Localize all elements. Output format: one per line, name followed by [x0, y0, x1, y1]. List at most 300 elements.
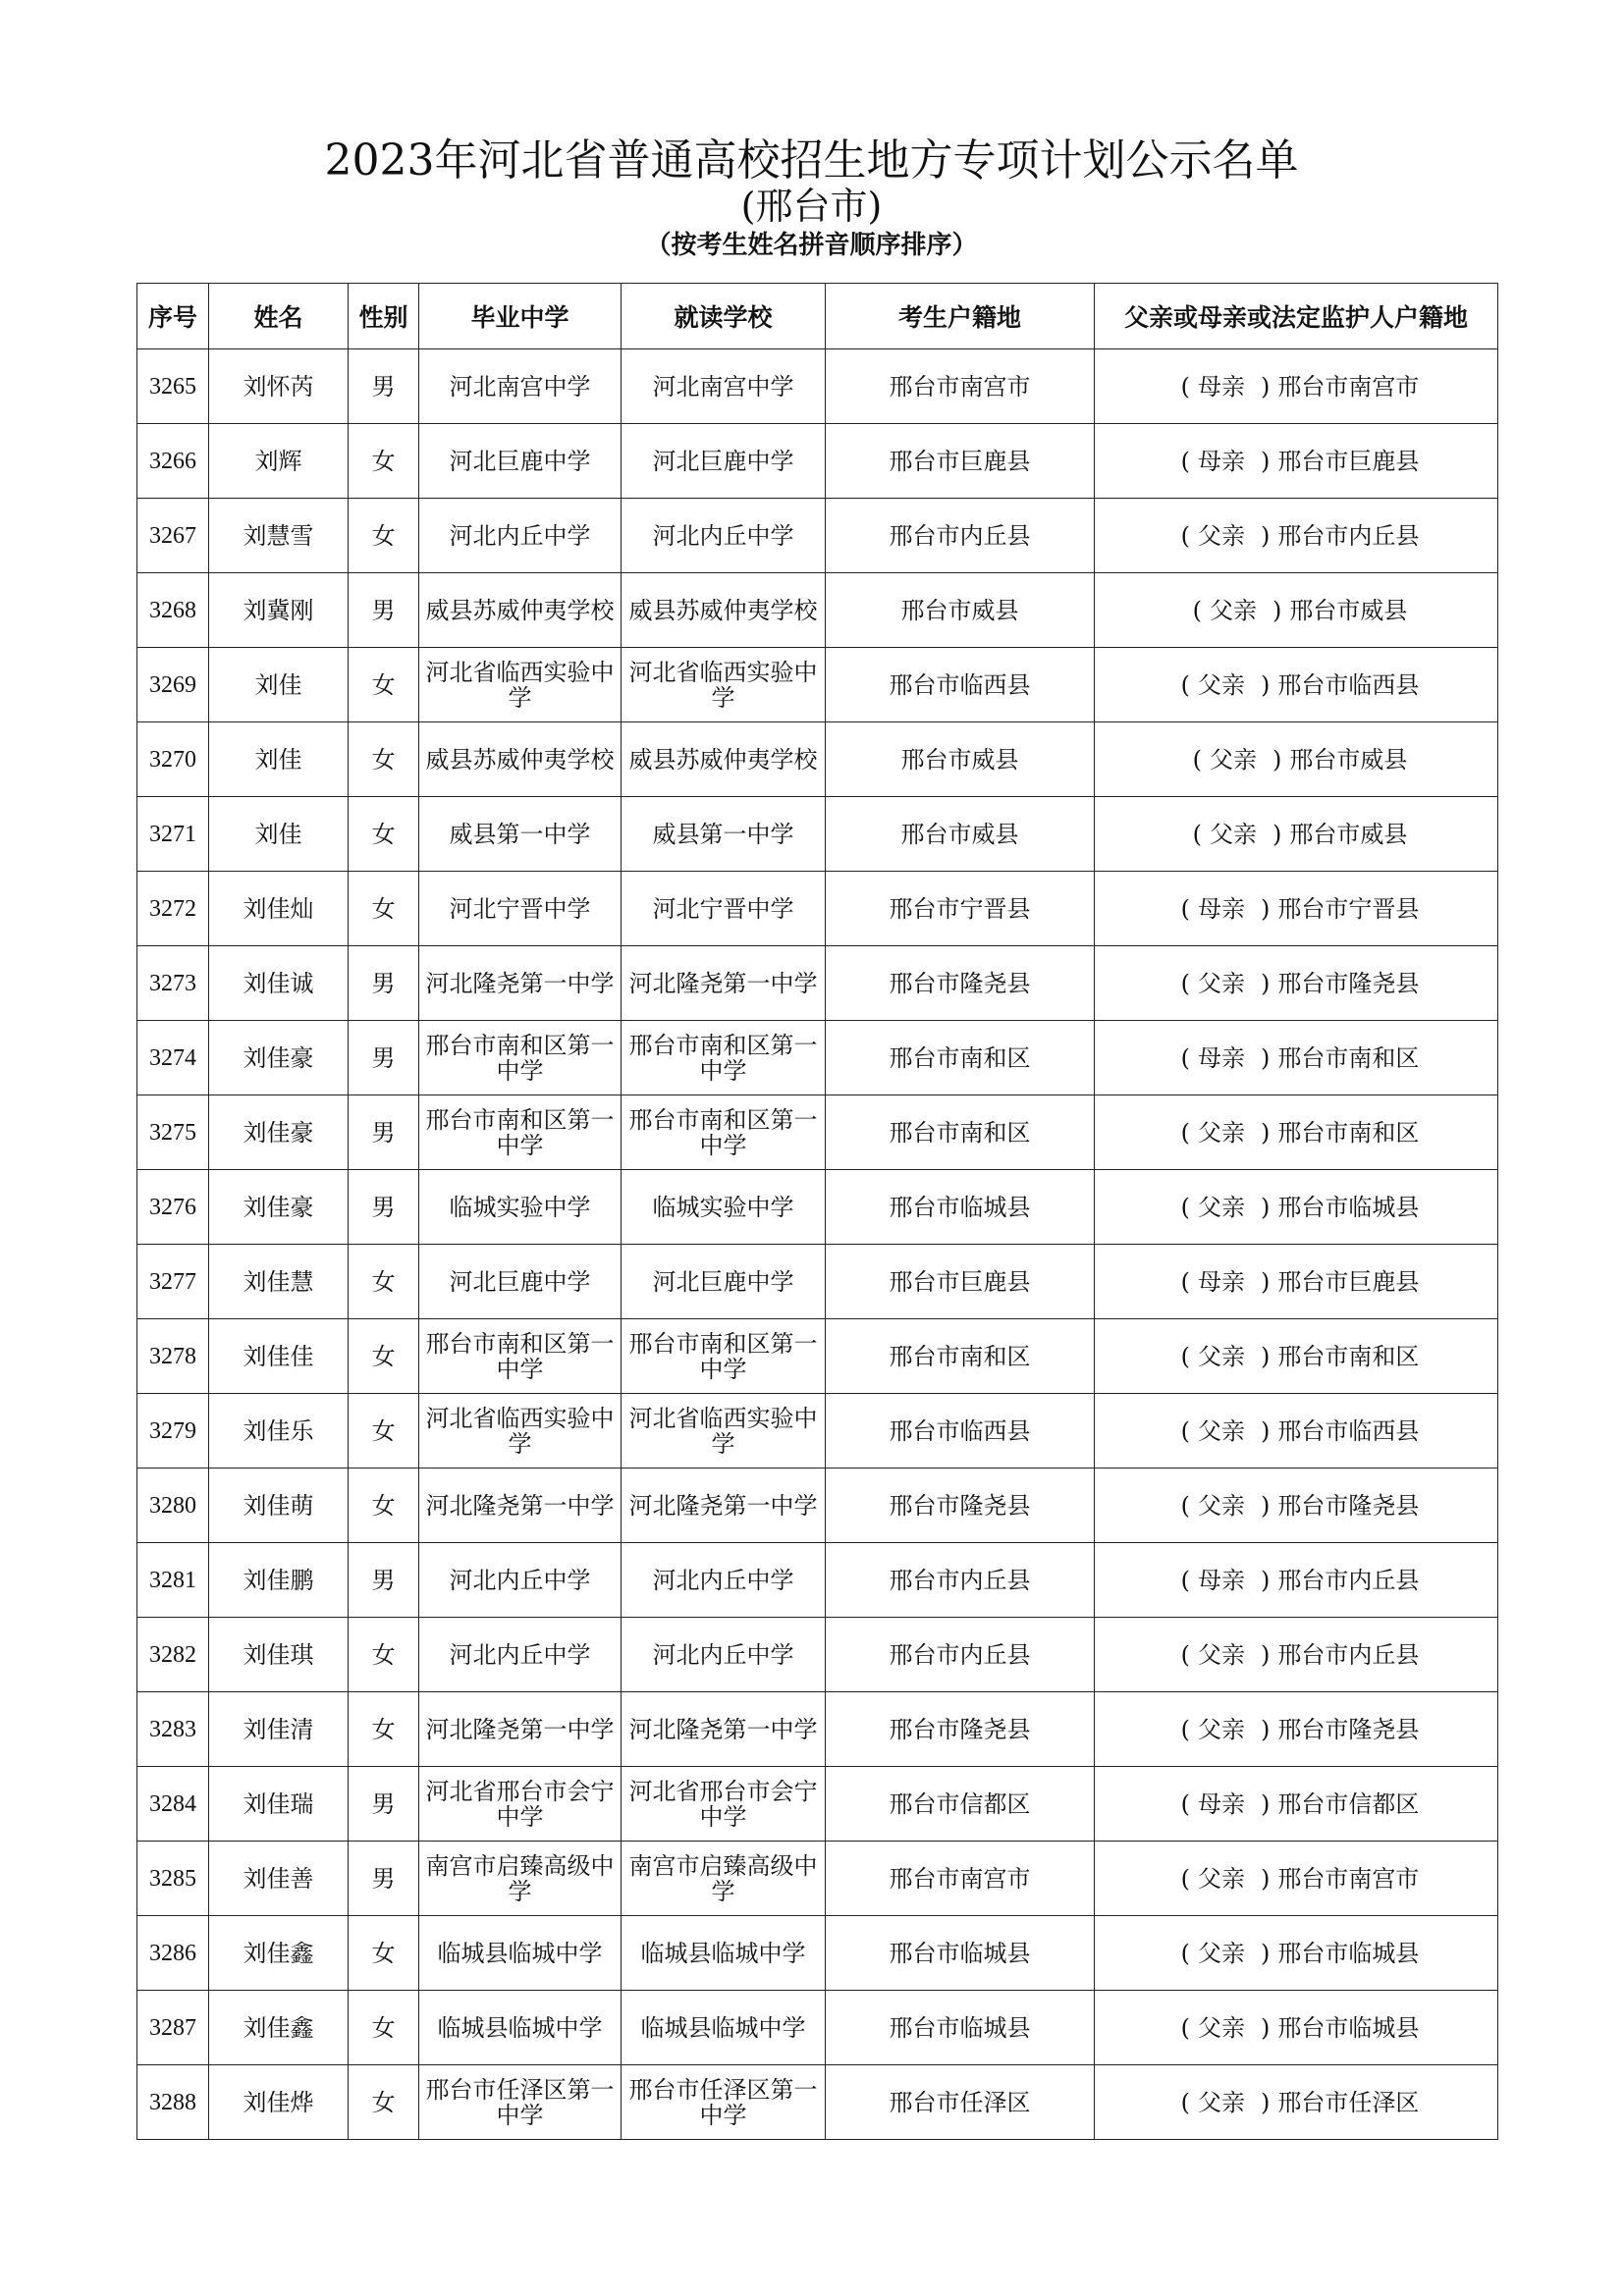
cell-no: 3272	[137, 872, 209, 946]
cell-hukou: 邢台市临城县	[826, 1991, 1095, 2065]
cell-guardian-hukou	[1095, 722, 1498, 797]
table-row	[137, 349, 1498, 424]
cell-guardian-hukou	[1095, 1916, 1498, 1991]
cell-grad-school: 河北内丘中学	[419, 1543, 622, 1618]
cell-gender: 女	[349, 499, 419, 573]
cell-current-school: 河北内丘中学	[622, 1618, 826, 1692]
guardian-relation: 父亲	[1198, 969, 1245, 997]
close-paren: )	[1261, 1267, 1271, 1296]
cell-hukou: 邢台市信都区	[826, 1767, 1095, 1842]
close-paren: )	[1261, 1491, 1271, 1520]
guardian-relation: 父亲	[1198, 1193, 1245, 1221]
page-subtitle: (邢台市)	[740, 185, 883, 228]
cell-guardian-hukou	[1095, 349, 1498, 424]
table-row	[137, 1468, 1498, 1543]
guardian-relation: 母亲	[1198, 1043, 1245, 1072]
cell-gender: 男	[349, 1170, 419, 1245]
col-header-gender: 性别	[349, 284, 419, 349]
cell-gender: 女	[349, 1394, 419, 1468]
cell-no: 3283	[137, 1692, 209, 1767]
cell-current-school: 临城县临城中学	[622, 1991, 826, 2065]
cell-gender: 男	[349, 1021, 419, 1095]
cell-grad-school: 威县第一中学	[419, 797, 622, 872]
guardian-hukou: 邢台市隆尧县	[1277, 969, 1420, 997]
table-row	[137, 722, 1498, 797]
cell-gender: 女	[349, 648, 419, 722]
cell-name: 刘佳	[209, 722, 349, 797]
cell-gender: 女	[349, 797, 419, 872]
cell-no: 3278	[137, 1319, 209, 1394]
cell-no: 3273	[137, 946, 209, 1021]
guardian-hukou: 邢台市任泽区	[1277, 2088, 1420, 2116]
guardian-relation: 父亲	[1198, 670, 1245, 699]
cell-grad-school: 临城县临城中学	[419, 1916, 622, 1991]
cell-grad-school: 邢台市南和区第一中学	[419, 1319, 622, 1394]
guardian-hukou: 邢台市临城县	[1277, 1193, 1420, 1221]
cell-gender: 男	[349, 1543, 419, 1618]
cell-name: 刘佳善	[209, 1842, 349, 1916]
cell-gender: 女	[349, 1916, 419, 1991]
col-header-guardian-hukou: 父亲或母亲或法定监护人户籍地	[1095, 284, 1498, 349]
table-row	[137, 424, 1498, 499]
open-paren: (	[1180, 2013, 1190, 2042]
guardian-hukou: 邢台市临西县	[1277, 1416, 1420, 1445]
cell-name: 刘辉	[209, 424, 349, 499]
cell-gender: 女	[349, 1468, 419, 1543]
guardian-relation: 父亲	[1198, 1939, 1245, 1967]
table-header-row	[137, 284, 1498, 349]
cell-hukou: 邢台市南宫市	[826, 349, 1095, 424]
cell-guardian-hukou	[1095, 1021, 1498, 1095]
table-row	[137, 1618, 1498, 1692]
table-row	[137, 1916, 1498, 1991]
cell-guardian-hukou	[1095, 946, 1498, 1021]
cell-guardian-hukou	[1095, 1170, 1498, 1245]
table-row	[137, 1245, 1498, 1319]
cell-current-school: 河北省临西实验中学	[622, 648, 826, 722]
cell-gender: 男	[349, 1767, 419, 1842]
table-row	[137, 499, 1498, 573]
cell-current-school: 河北宁晋中学	[622, 872, 826, 946]
cell-name: 刘佳鑫	[209, 1991, 349, 2065]
cell-no: 3275	[137, 1095, 209, 1170]
cell-no: 3274	[137, 1021, 209, 1095]
cell-no: 3269	[137, 648, 209, 722]
guardian-hukou: 邢台市南宫市	[1277, 1864, 1420, 1893]
cell-grad-school: 河北内丘中学	[419, 499, 622, 573]
col-header-current-school: 就读学校	[622, 284, 826, 349]
guardian-relation: 父亲	[1198, 1416, 1245, 1445]
cell-no: 3265	[137, 349, 209, 424]
cell-guardian-hukou	[1095, 648, 1498, 722]
cell-current-school: 河北内丘中学	[622, 1543, 826, 1618]
cell-grad-school: 河北省临西实验中学	[419, 648, 622, 722]
guardian-hukou: 邢台市巨鹿县	[1277, 447, 1420, 475]
open-paren: (	[1180, 670, 1190, 699]
guardian-hukou: 邢台市临西县	[1277, 670, 1420, 699]
cell-gender: 女	[349, 2065, 419, 2140]
close-paren: )	[1261, 670, 1271, 699]
close-paren: )	[1261, 1864, 1271, 1893]
cell-name: 刘佳乐	[209, 1394, 349, 1468]
cell-no: 3267	[137, 499, 209, 573]
cell-guardian-hukou	[1095, 1991, 1498, 2065]
table-row	[137, 946, 1498, 1021]
close-paren: )	[1272, 745, 1282, 774]
close-paren: )	[1272, 820, 1282, 848]
cell-grad-school: 河北宁晋中学	[419, 872, 622, 946]
cell-name: 刘佳灿	[209, 872, 349, 946]
guardian-hukou: 邢台市南和区	[1277, 1342, 1420, 1370]
table-row	[137, 1692, 1498, 1767]
cell-current-school: 邢台市任泽区第一中学	[622, 2065, 826, 2140]
table-row	[137, 1842, 1498, 1916]
guardian-relation: 母亲	[1198, 1267, 1245, 1296]
col-header-hukou: 考生户籍地	[826, 284, 1095, 349]
guardian-relation: 父亲	[1198, 2088, 1245, 2116]
cell-hukou: 邢台市巨鹿县	[826, 1245, 1095, 1319]
cell-gender: 女	[349, 424, 419, 499]
guardian-hukou: 邢台市南和区	[1277, 1043, 1420, 1072]
cell-no: 3277	[137, 1245, 209, 1319]
cell-name: 刘佳豪	[209, 1170, 349, 1245]
cell-hukou: 邢台市威县	[826, 722, 1095, 797]
cell-current-school: 河北内丘中学	[622, 499, 826, 573]
guardian-relation: 父亲	[1210, 820, 1257, 848]
col-header-grad-school: 毕业中学	[419, 284, 622, 349]
cell-current-school: 邢台市南和区第一中学	[622, 1021, 826, 1095]
cell-name: 刘佳慧	[209, 1245, 349, 1319]
close-paren: )	[1261, 1342, 1271, 1370]
cell-guardian-hukou	[1095, 1543, 1498, 1618]
cell-grad-school: 邢台市任泽区第一中学	[419, 2065, 622, 2140]
cell-grad-school: 河北巨鹿中学	[419, 424, 622, 499]
cell-hukou: 邢台市内丘县	[826, 1543, 1095, 1618]
cell-gender: 女	[349, 1618, 419, 1692]
student-list-table	[136, 283, 1498, 2140]
cell-grad-school: 威县苏威仲夷学校	[419, 722, 622, 797]
cell-name: 刘佳鑫	[209, 1916, 349, 1991]
guardian-relation: 父亲	[1198, 1491, 1245, 1520]
cell-no: 3276	[137, 1170, 209, 1245]
table-row	[137, 648, 1498, 722]
table-row	[137, 573, 1498, 648]
table-row	[137, 1543, 1498, 1618]
col-header-no: 序号	[137, 284, 209, 349]
cell-grad-school: 河北隆尧第一中学	[419, 1692, 622, 1767]
open-paren: (	[1180, 1342, 1190, 1370]
sort-note: （按考生姓名拼音顺序排序）	[645, 231, 978, 260]
cell-no: 3288	[137, 2065, 209, 2140]
cell-grad-school: 河北隆尧第一中学	[419, 1468, 622, 1543]
guardian-hukou: 邢台市巨鹿县	[1277, 1267, 1420, 1296]
close-paren: )	[1261, 1193, 1271, 1221]
cell-hukou: 邢台市威县	[826, 797, 1095, 872]
guardian-relation: 母亲	[1198, 894, 1245, 923]
close-paren: )	[1261, 372, 1271, 400]
guardian-relation: 父亲	[1198, 521, 1245, 550]
table-row	[137, 872, 1498, 946]
open-paren: (	[1180, 969, 1190, 997]
guardian-hukou: 邢台市宁晋县	[1277, 894, 1420, 923]
guardian-hukou: 邢台市内丘县	[1277, 1640, 1420, 1669]
cell-hukou: 邢台市隆尧县	[826, 1468, 1095, 1543]
cell-grad-school: 河北省邢台市会宁中学	[419, 1767, 622, 1842]
guardian-relation: 母亲	[1198, 372, 1245, 400]
cell-no: 3279	[137, 1394, 209, 1468]
cell-guardian-hukou	[1095, 1692, 1498, 1767]
cell-no: 3284	[137, 1767, 209, 1842]
open-paren: (	[1180, 1491, 1190, 1520]
cell-name: 刘冀刚	[209, 573, 349, 648]
guardian-hukou: 邢台市南和区	[1277, 1118, 1420, 1147]
cell-no: 3266	[137, 424, 209, 499]
cell-hukou: 邢台市隆尧县	[826, 1692, 1095, 1767]
table-row	[137, 797, 1498, 872]
cell-no: 3271	[137, 797, 209, 872]
guardian-hukou: 邢台市隆尧县	[1277, 1715, 1420, 1743]
cell-no: 3281	[137, 1543, 209, 1618]
cell-hukou: 邢台市南和区	[826, 1021, 1095, 1095]
guardian-relation: 父亲	[1210, 745, 1257, 774]
cell-name: 刘佳萌	[209, 1468, 349, 1543]
cell-guardian-hukou	[1095, 1842, 1498, 1916]
cell-current-school: 威县苏威仲夷学校	[622, 722, 826, 797]
cell-guardian-hukou	[1095, 2065, 1498, 2140]
cell-guardian-hukou	[1095, 499, 1498, 573]
cell-gender: 女	[349, 1245, 419, 1319]
guardian-hukou: 邢台市南宫市	[1277, 372, 1420, 400]
open-paren: (	[1180, 1118, 1190, 1147]
cell-hukou: 邢台市临西县	[826, 1394, 1095, 1468]
guardian-relation: 父亲	[1198, 2013, 1245, 2042]
cell-grad-school: 河北隆尧第一中学	[419, 946, 622, 1021]
cell-no: 3268	[137, 573, 209, 648]
cell-current-school: 河北省临西实验中学	[622, 1394, 826, 1468]
open-paren: (	[1180, 1267, 1190, 1296]
cell-no: 3282	[137, 1618, 209, 1692]
close-paren: )	[1261, 2013, 1271, 2042]
table-body	[137, 349, 1498, 2140]
cell-hukou: 邢台市南和区	[826, 1319, 1095, 1394]
guardian-hukou: 邢台市威县	[1289, 745, 1408, 774]
cell-current-school: 临城县临城中学	[622, 1916, 826, 1991]
cell-gender: 女	[349, 1319, 419, 1394]
cell-hukou: 邢台市内丘县	[826, 499, 1095, 573]
cell-guardian-hukou	[1095, 1245, 1498, 1319]
cell-no: 3280	[137, 1468, 209, 1543]
close-paren: )	[1261, 1118, 1271, 1147]
cell-grad-school: 河北南宫中学	[419, 349, 622, 424]
cell-gender: 男	[349, 1842, 419, 1916]
cell-grad-school: 邢台市南和区第一中学	[419, 1021, 622, 1095]
col-header-name: 姓名	[209, 284, 349, 349]
cell-current-school: 河北隆尧第一中学	[622, 1692, 826, 1767]
cell-gender: 男	[349, 573, 419, 648]
cell-hukou: 邢台市临城县	[826, 1916, 1095, 1991]
open-paren: (	[1180, 1043, 1190, 1072]
cell-no: 3286	[137, 1916, 209, 1991]
cell-guardian-hukou	[1095, 1618, 1498, 1692]
cell-hukou: 邢台市南和区	[826, 1095, 1095, 1170]
cell-name: 刘佳琪	[209, 1618, 349, 1692]
cell-gender: 男	[349, 1095, 419, 1170]
open-paren: (	[1180, 521, 1190, 550]
cell-name: 刘佳	[209, 648, 349, 722]
cell-current-school: 河北巨鹿中学	[622, 424, 826, 499]
guardian-hukou: 邢台市信都区	[1277, 1789, 1420, 1818]
close-paren: )	[1261, 1640, 1271, 1669]
table-row	[137, 1170, 1498, 1245]
cell-name: 刘佳烨	[209, 2065, 349, 2140]
cell-current-school: 南宫市启臻高级中学	[622, 1842, 826, 1916]
guardian-relation: 父亲	[1198, 1715, 1245, 1743]
guardian-relation: 父亲	[1210, 596, 1257, 624]
close-paren: )	[1261, 1715, 1271, 1743]
cell-name: 刘慧雪	[209, 499, 349, 573]
cell-current-school: 威县苏威仲夷学校	[622, 573, 826, 648]
cell-name: 刘佳豪	[209, 1021, 349, 1095]
cell-gender: 男	[349, 946, 419, 1021]
open-paren: (	[1180, 1715, 1190, 1743]
table-row	[137, 1991, 1498, 2065]
table-row	[137, 1021, 1498, 1095]
cell-current-school: 河北省邢台市会宁中学	[622, 1767, 826, 1842]
cell-grad-school: 南宫市启臻高级中学	[419, 1842, 622, 1916]
close-paren: )	[1261, 2088, 1271, 2116]
guardian-relation: 父亲	[1198, 1342, 1245, 1370]
cell-name: 刘佳	[209, 797, 349, 872]
cell-current-school: 威县第一中学	[622, 797, 826, 872]
guardian-relation: 母亲	[1198, 1789, 1245, 1818]
cell-hukou: 邢台市临西县	[826, 648, 1095, 722]
guardian-hukou: 邢台市临城县	[1277, 1939, 1420, 1967]
cell-current-school: 邢台市南和区第一中学	[622, 1095, 826, 1170]
cell-gender: 男	[349, 349, 419, 424]
cell-grad-school: 临城县临城中学	[419, 1991, 622, 2065]
cell-guardian-hukou	[1095, 1767, 1498, 1842]
close-paren: )	[1261, 1789, 1271, 1818]
guardian-relation: 父亲	[1198, 1118, 1245, 1147]
cell-guardian-hukou	[1095, 797, 1498, 872]
cell-name: 刘佳清	[209, 1692, 349, 1767]
table-row	[137, 1095, 1498, 1170]
table-row	[137, 1394, 1498, 1468]
cell-no: 3287	[137, 1991, 209, 2065]
table-row	[137, 1767, 1498, 1842]
table-row	[137, 1319, 1498, 1394]
cell-current-school: 河北巨鹿中学	[622, 1245, 826, 1319]
cell-grad-school: 临城实验中学	[419, 1170, 622, 1245]
cell-current-school: 河北南宫中学	[622, 349, 826, 424]
close-paren: )	[1272, 596, 1282, 624]
cell-grad-school: 邢台市南和区第一中学	[419, 1095, 622, 1170]
cell-no: 3270	[137, 722, 209, 797]
cell-gender: 女	[349, 1692, 419, 1767]
cell-guardian-hukou	[1095, 1468, 1498, 1543]
cell-name: 刘佳诚	[209, 946, 349, 1021]
cell-current-school: 河北隆尧第一中学	[622, 1468, 826, 1543]
cell-hukou: 邢台市内丘县	[826, 1618, 1095, 1692]
open-paren: (	[1192, 820, 1202, 848]
guardian-hukou: 邢台市临城县	[1277, 2013, 1420, 2042]
open-paren: (	[1180, 2088, 1190, 2116]
page-title: 2023年河北省普通高校招生地方专项计划公示名单	[324, 135, 1299, 186]
cell-guardian-hukou	[1095, 424, 1498, 499]
open-paren: (	[1192, 745, 1202, 774]
close-paren: )	[1261, 521, 1271, 550]
cell-hukou: 邢台市南宫市	[826, 1842, 1095, 1916]
guardian-relation: 母亲	[1198, 1566, 1245, 1594]
close-paren: )	[1261, 894, 1271, 923]
cell-current-school: 河北隆尧第一中学	[622, 946, 826, 1021]
cell-hukou: 邢台市威县	[826, 573, 1095, 648]
cell-gender: 女	[349, 722, 419, 797]
cell-hukou: 邢台市临城县	[826, 1170, 1095, 1245]
cell-gender: 女	[349, 872, 419, 946]
open-paren: (	[1180, 1193, 1190, 1221]
close-paren: )	[1261, 447, 1271, 475]
close-paren: )	[1261, 1416, 1271, 1445]
open-paren: (	[1180, 1789, 1190, 1818]
open-paren: (	[1192, 596, 1202, 624]
close-paren: )	[1261, 1939, 1271, 1967]
cell-hukou: 邢台市任泽区	[826, 2065, 1095, 2140]
cell-current-school: 临城实验中学	[622, 1170, 826, 1245]
cell-grad-school: 河北巨鹿中学	[419, 1245, 622, 1319]
cell-name: 刘佳鹏	[209, 1543, 349, 1618]
cell-guardian-hukou	[1095, 1095, 1498, 1170]
close-paren: )	[1261, 1043, 1271, 1072]
close-paren: )	[1261, 969, 1271, 997]
open-paren: (	[1180, 1939, 1190, 1967]
open-paren: (	[1180, 372, 1190, 400]
guardian-relation: 母亲	[1198, 447, 1245, 475]
open-paren: (	[1180, 447, 1190, 475]
cell-name: 刘怀芮	[209, 349, 349, 424]
cell-current-school: 邢台市南和区第一中学	[622, 1319, 826, 1394]
open-paren: (	[1180, 894, 1190, 923]
cell-grad-school: 河北省临西实验中学	[419, 1394, 622, 1468]
cell-no: 3285	[137, 1842, 209, 1916]
guardian-hukou: 邢台市威县	[1289, 596, 1408, 624]
table-row	[137, 2065, 1498, 2140]
open-paren: (	[1180, 1864, 1190, 1893]
cell-gender: 女	[349, 1991, 419, 2065]
cell-grad-school: 威县苏威仲夷学校	[419, 573, 622, 648]
cell-name: 刘佳佳	[209, 1319, 349, 1394]
open-paren: (	[1180, 1416, 1190, 1445]
cell-guardian-hukou	[1095, 573, 1498, 648]
guardian-hukou: 邢台市内丘县	[1277, 521, 1420, 550]
cell-guardian-hukou	[1095, 1394, 1498, 1468]
guardian-relation: 父亲	[1198, 1864, 1245, 1893]
cell-hukou: 邢台市宁晋县	[826, 872, 1095, 946]
cell-guardian-hukou	[1095, 1319, 1498, 1394]
cell-hukou: 邢台市隆尧县	[826, 946, 1095, 1021]
open-paren: (	[1180, 1640, 1190, 1669]
guardian-hukou: 邢台市隆尧县	[1277, 1491, 1420, 1520]
cell-guardian-hukou	[1095, 872, 1498, 946]
open-paren: (	[1180, 1566, 1190, 1594]
cell-hukou: 邢台市巨鹿县	[826, 424, 1095, 499]
close-paren: )	[1261, 1566, 1271, 1594]
cell-name: 刘佳瑞	[209, 1767, 349, 1842]
cell-grad-school: 河北内丘中学	[419, 1618, 622, 1692]
guardian-relation: 父亲	[1198, 1640, 1245, 1669]
cell-name: 刘佳豪	[209, 1095, 349, 1170]
guardian-hukou: 邢台市内丘县	[1277, 1566, 1420, 1594]
